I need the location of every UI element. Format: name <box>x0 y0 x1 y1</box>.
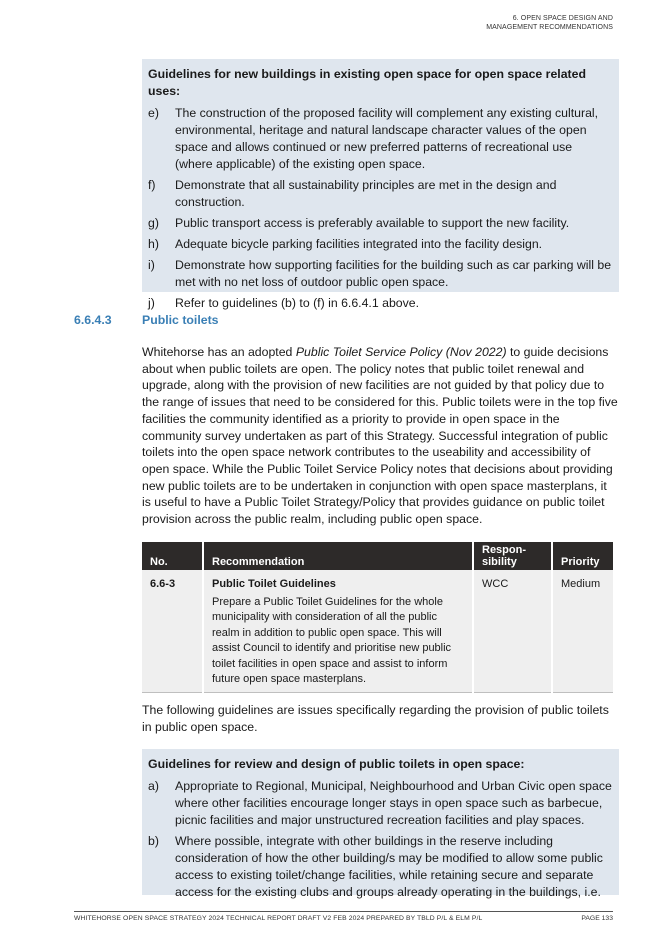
running-header <box>486 15 613 32</box>
guidelines-box-new-buildings <box>142 59 619 310</box>
guideline-item <box>148 236 613 253</box>
paragraph-text: to guide decisions about when public toilets are open. The policy notes that public toilet renewal and upgrade, along with the provision of new facilities are not guided by that policy due to the range of issues that need to be considered for this. Public toilets were in the top five facilities the community identified as a priority to provide in open space in the community survey undertaken as part of this Strategy. Successful integration of public toilets into the open space network contributes to the useability and accessibility of open space. While the Public Toilet Service Policy notes that decisions about providing new public toilets are to be undertaken in conjunction with open space masterplans, it is useful to have a Public Toilet Strategy/Policy that provides guidance on public toilet provision across the public realm, including public open space. <box>142 345 618 527</box>
guideline-item <box>148 177 613 211</box>
guideline-text: The construction of the proposed facility will complement any existing cultural, environmental, heritage and natural landscape character values of the open space and allows continued or new preferred patterns of recreational use (where applicable) of the existing open space. <box>175 106 599 171</box>
guideline-letter: g) <box>148 216 159 230</box>
footer-page-number: PAGE 133 <box>581 915 613 922</box>
body-paragraph-guidelines-intro: The following guidelines are issues specifically regarding the provision of public toilets in public open space. <box>142 703 609 734</box>
guideline-item <box>148 105 613 173</box>
guideline-item <box>148 215 613 232</box>
guidelines-box-title: Guidelines for review and design of public toilets in open space: <box>148 757 525 771</box>
recommendation-title: Public Toilet Guidelines <box>212 578 336 590</box>
section-number: 6.6.4.3 <box>74 313 112 327</box>
guideline-letter: j) <box>148 296 155 310</box>
guideline-text: Public transport access is preferably available to support the new facility. <box>175 216 570 230</box>
footer-rule <box>74 911 613 912</box>
header-responsibility: Respon- sibility <box>473 542 552 570</box>
guideline-item <box>148 295 613 312</box>
body-paragraph-public-toilets <box>142 344 619 528</box>
recommendation-number: 6.6-3 <box>150 578 176 590</box>
guideline-letter: b) <box>148 834 159 848</box>
running-header-line1: 6. OPEN SPACE DESIGN AND <box>512 15 613 22</box>
cell-responsibility: WCC <box>473 570 552 692</box>
recommendation-text: Prepare a Public Toilet Guidelines for the whole municipality with consideration of all the public realm in addition to public open space. This will assist Council to identify and prioritise new public toilet facilities in open space and assist to inform future open space masterplans. <box>212 595 452 685</box>
guideline-item <box>148 778 613 829</box>
guideline-text: Where possible, integrate with other buildings in the reserve including consideration of how the other building/s may be modified to allow some public access to existing toilet/change facilities, while retaining secure and separate access for the existing clubs and groups already operating in the buildings, i.e. <box>175 834 603 899</box>
guidelines-box-public-toilets <box>142 749 619 899</box>
section-heading: Public toilets <box>142 313 219 327</box>
guideline-text: Adequate bicycle parking facilities integrated into the facility design. <box>175 237 543 251</box>
recommendation-table <box>142 542 613 693</box>
guideline-text: Refer to guidelines (b) to (f) in 6.6.4.1 above. <box>175 296 420 310</box>
guideline-text: Demonstrate that all sustainability principles are met in the design and construction. <box>175 178 557 209</box>
guideline-letter: i) <box>148 258 155 272</box>
table-header-row <box>142 542 613 570</box>
policy-title-italic: Public Toilet Service Policy (Nov 2022) <box>295 345 507 359</box>
running-header-line2: MANAGEMENT RECOMMENDATIONS <box>486 23 613 31</box>
guideline-letter: f) <box>148 178 156 192</box>
paragraph-text: Whitehorse has an adopted <box>142 345 296 359</box>
footer-document-info: WHITEHORSE OPEN SPACE STRATEGY 2024 TECHNICAL REPORT DRAFT V2 FEB 2024 PREPARED BY TBLD P/L & ELM P/L <box>74 915 483 922</box>
cell-recommendation <box>203 570 473 692</box>
header-recommendation: Recommendation <box>203 542 473 570</box>
guideline-letter: a) <box>148 779 159 793</box>
cell-priority: Medium <box>552 570 613 692</box>
header-priority: Priority <box>552 542 613 570</box>
header-no: No. <box>142 542 203 570</box>
guideline-text: Demonstrate how supporting facilities for the building such as car parking will be met with no net loss of outdoor public open space. <box>175 258 612 289</box>
table-row <box>142 570 613 692</box>
guidelines-box-title: Guidelines for new buildings in existing open space for open space related uses: <box>148 67 586 98</box>
guideline-letter: e) <box>148 106 159 120</box>
guideline-text: Appropriate to Regional, Municipal, Neighbourhood and Urban Civic open space where other facilities encourage longer stays in open space such as barbecue, picnic facilities and major unstructured recreation facilities and play spaces. <box>175 779 612 827</box>
guideline-letter: h) <box>148 237 159 251</box>
guideline-item <box>148 257 613 291</box>
cell-no <box>142 570 203 692</box>
guideline-item <box>148 833 613 901</box>
